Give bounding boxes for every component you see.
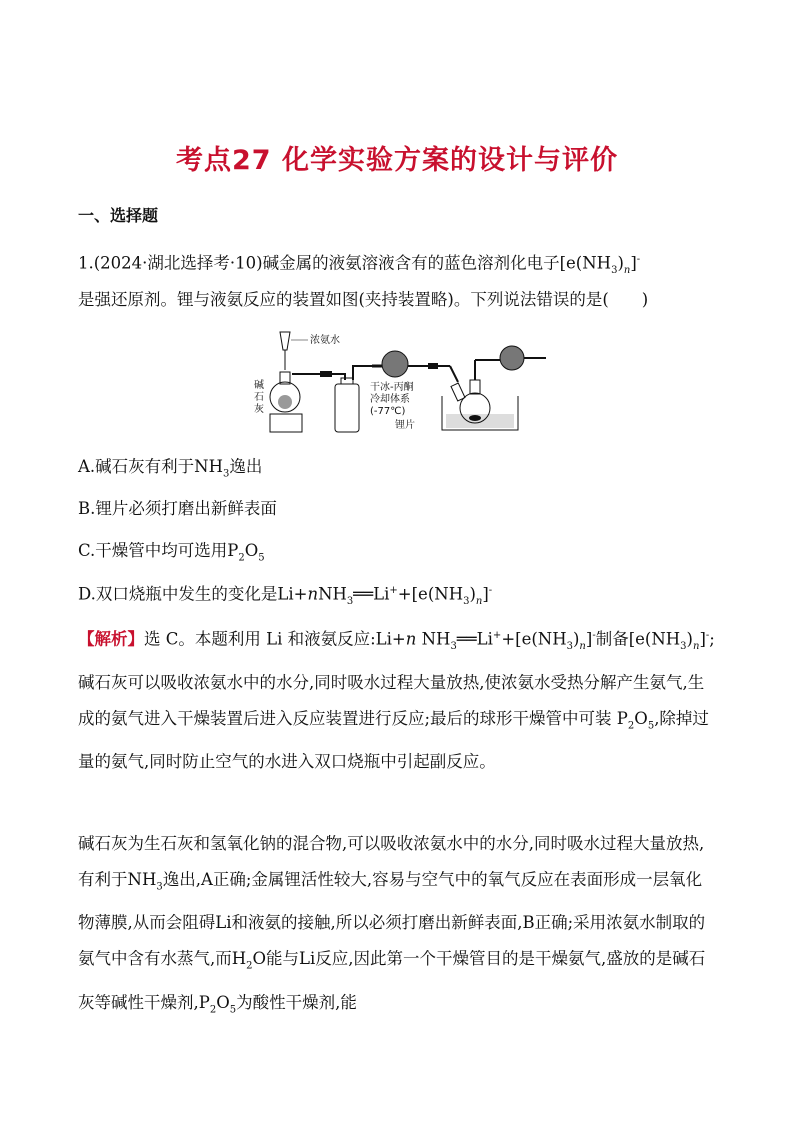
page-title: 考点27 化学实验方案的设计与评价 xyxy=(176,145,618,176)
question-line-2: 是强还原剂。锂与液氨反应的装置如图(夹持装置略)。下列说法错误的是( ) xyxy=(78,290,649,309)
label-ammonia: 浓氨水 xyxy=(310,335,340,346)
svg-text:石: 石 xyxy=(254,392,264,403)
svg-text:碱: 碱 xyxy=(254,380,264,391)
question-line-1: 1.(2024·湖北选择考·10)碱金属的液氨溶液含有的蓝色溶剂化电子$[e(NH_3)_n]^-$ xyxy=(78,253,641,276)
label-cooling-2: 冷却体系 xyxy=(370,394,410,405)
option-c: C.干燥管中均可选用$P_2O_5$ xyxy=(78,541,265,564)
svg-text:灰: 灰 xyxy=(254,404,264,415)
option-d: D.双口烧瓶中发生的变化是$Li+nNH_3══Li^++[e(NH_3)_n]^-$ xyxy=(78,584,493,607)
label-cooling-3: (-77℃) xyxy=(370,406,406,417)
section-heading: 一、选择题 xyxy=(78,206,159,225)
detail-paragraph: 碱石灰为生石灰和氢氧化钠的混合物,可以吸收浓氨水中的水分,同时吸水过程大量放热,有利于$NH_3$逸出,A正确;金属锂活性较大,容易与空气中的氧气反应在表面形成一层氧化物薄膜,从而会阻碍Li和液氨的接触,所以必须打磨出新鲜表面,B正确;采用浓氨水制取的氨气中含有水蒸气,而$H_2O$能与Li反应,因此第一个干燥管目的是干燥氨气,盛放的是碱石灰等碱性干燥剂$,P_2O_5$为酸性干燥剂,能 xyxy=(78,834,706,1015)
analysis-tag: 【解析】 xyxy=(78,629,144,649)
option-b: B.锂片必须打磨出新鲜表面 xyxy=(78,499,277,518)
apparatus-diagram xyxy=(250,322,550,434)
label-cooling-1: 干冰-丙酮 xyxy=(370,382,414,393)
analysis-paragraph: 【解析】选 C。本题利用 Li 和液氨反应:Li+n $NH_3══Li^++[e(NH_3)_n]^-$制备$[e(NH_3)_n]^-$;碱石灰可以吸收浓氨水中的水分,同时吸水过程大量放热,使浓氨水受热分解产生氨气,生成的氨气进入干燥装置后进入反应装置进行反应;最后的球形干燥管中可装 $P_2O_5$,除掉过量的氨气,同时防止空气的水进入双口烧瓶中引起副反应。 xyxy=(78,629,715,772)
option-a: A.碱石灰有利于$NH_3$逸出 xyxy=(78,457,263,480)
label-lithium: 锂片 xyxy=(395,420,415,431)
